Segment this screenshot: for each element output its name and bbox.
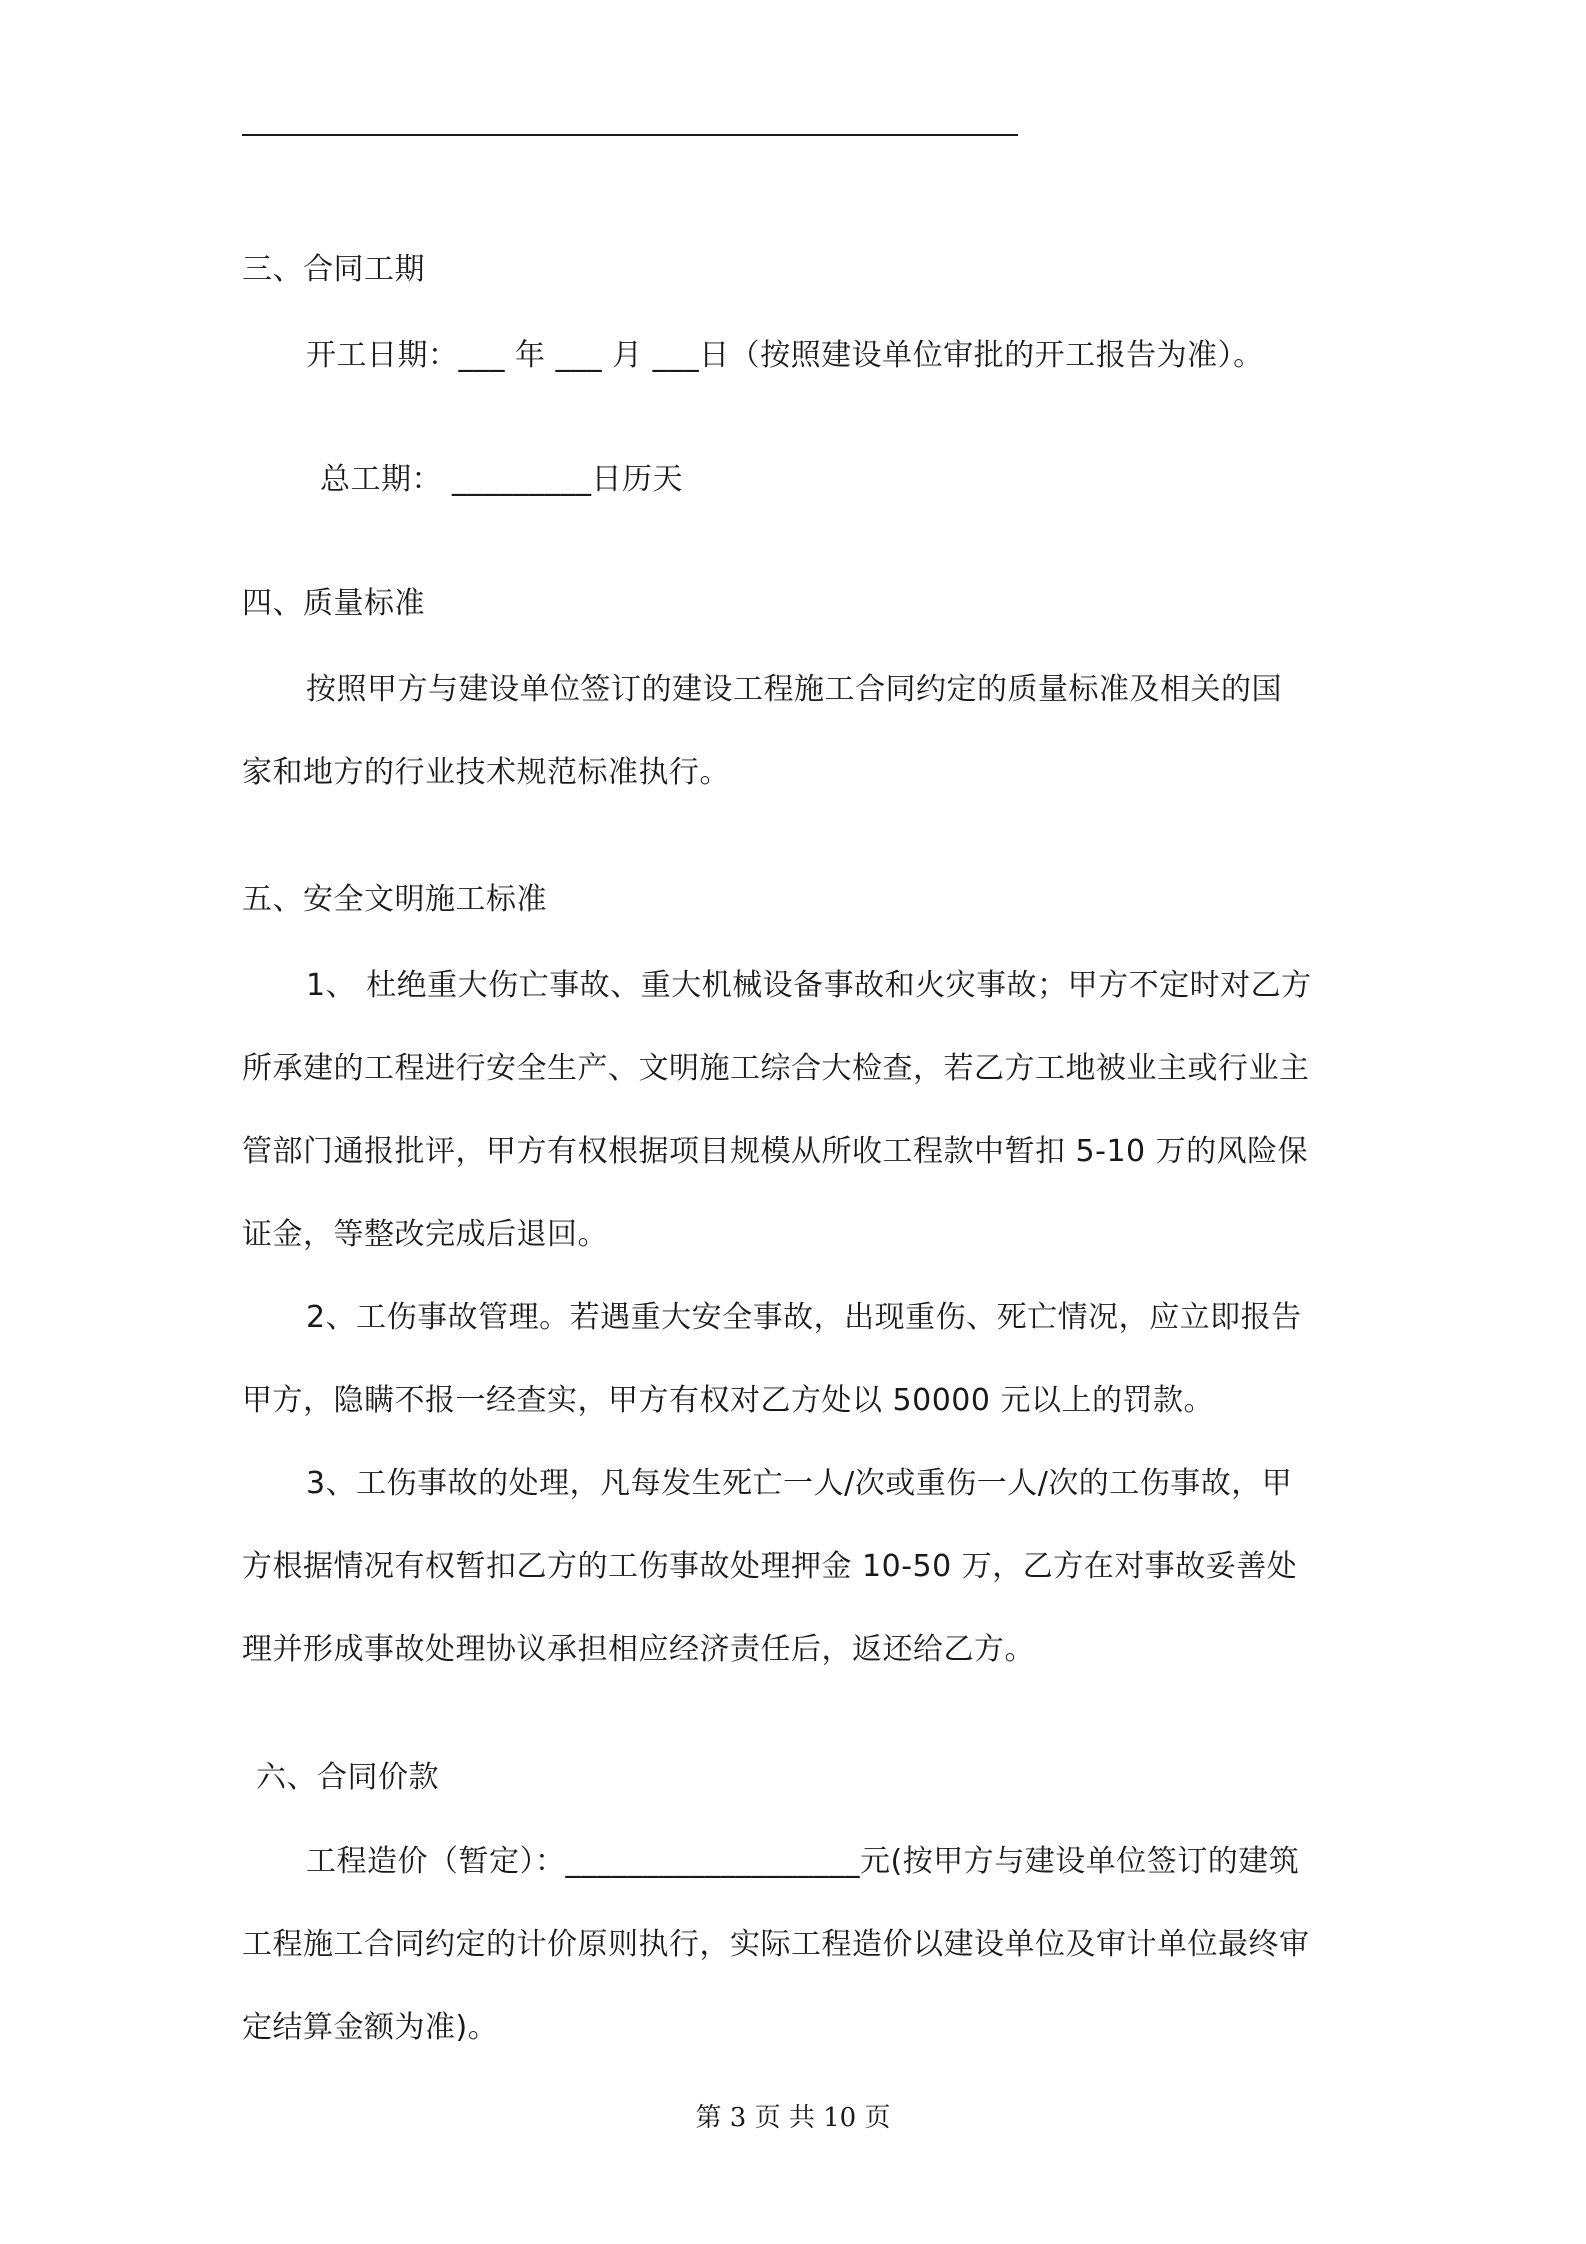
top-rule-line <box>242 134 1018 136</box>
section-6-paragraph-line: 工程施工合同约定的计价原则执行，实际工程造价以建设单位及审计单位最终审 <box>242 1927 1310 1962</box>
section-3-heading: 三、合同工期 <box>242 252 425 287</box>
section-5-item-1-line: 所承建的工程进行安全生产、文明施工综合大检查，若乙方工地被业主或行业主 <box>242 1051 1310 1086</box>
section-5-item-1-line: 1、 杜绝重大伤亡事故、重大机械设备事故和火灾事故；甲方不定时对乙方 <box>306 968 1312 1003</box>
section-5-item-1-line: 管部门通报批评，甲方有权根据项目规模从所收工程款中暂扣 5-10 万的风险保 <box>242 1134 1309 1169</box>
section-6-paragraph-line: 工程造价（暂定）：___________________元(按甲方与建设单位签订的建筑 <box>306 1844 1300 1879</box>
section-3-start-date: 开工日期：___ 年 ___ 月 ___日（按照建设单位审批的开工报告为准）。 <box>306 338 1264 373</box>
section-6-paragraph-line: 定结算金额为准)。 <box>242 2010 499 2045</box>
section-4-heading: 四、质量标准 <box>242 586 425 621</box>
section-5-item-3-line: 3、工伤事故的处理，凡每发生死亡一人/次或重伤一人/次的工伤事故，甲 <box>306 1466 1293 1501</box>
section-5-heading: 五、安全文明施工标准 <box>242 882 547 917</box>
section-5-item-2-line: 2、工伤事故管理。若遇重大安全事故，出现重伤、死亡情况，应立即报告 <box>306 1300 1302 1335</box>
section-4-paragraph-line: 家和地方的行业技术规范标准执行。 <box>242 755 730 790</box>
section-6-heading: 六、合同价款 <box>256 1760 439 1795</box>
section-5-item-2-line: 甲方，隐瞒不报一经查实，甲方有权对乙方处以 50000 元以上的罚款。 <box>242 1383 1215 1418</box>
section-5-item-1-line: 证金，等整改完成后退回。 <box>242 1217 608 1252</box>
section-5-item-3-line: 理并形成事故处理协议承担相应经济责任后，返还给乙方。 <box>242 1632 1035 1667</box>
section-3-total-period: 总工期： _________日历天 <box>320 462 684 497</box>
section-4-paragraph-line: 按照甲方与建设单位签订的建设工程施工合同约定的质量标准及相关的国 <box>306 672 1282 707</box>
section-5-item-3-line: 方根据情况有权暂扣乙方的工伤事故处理押金 10-50 万，乙方在对事故妥善处 <box>242 1549 1298 1584</box>
page-number-footer: 第 3 页 共 10 页 <box>695 2103 891 2133</box>
